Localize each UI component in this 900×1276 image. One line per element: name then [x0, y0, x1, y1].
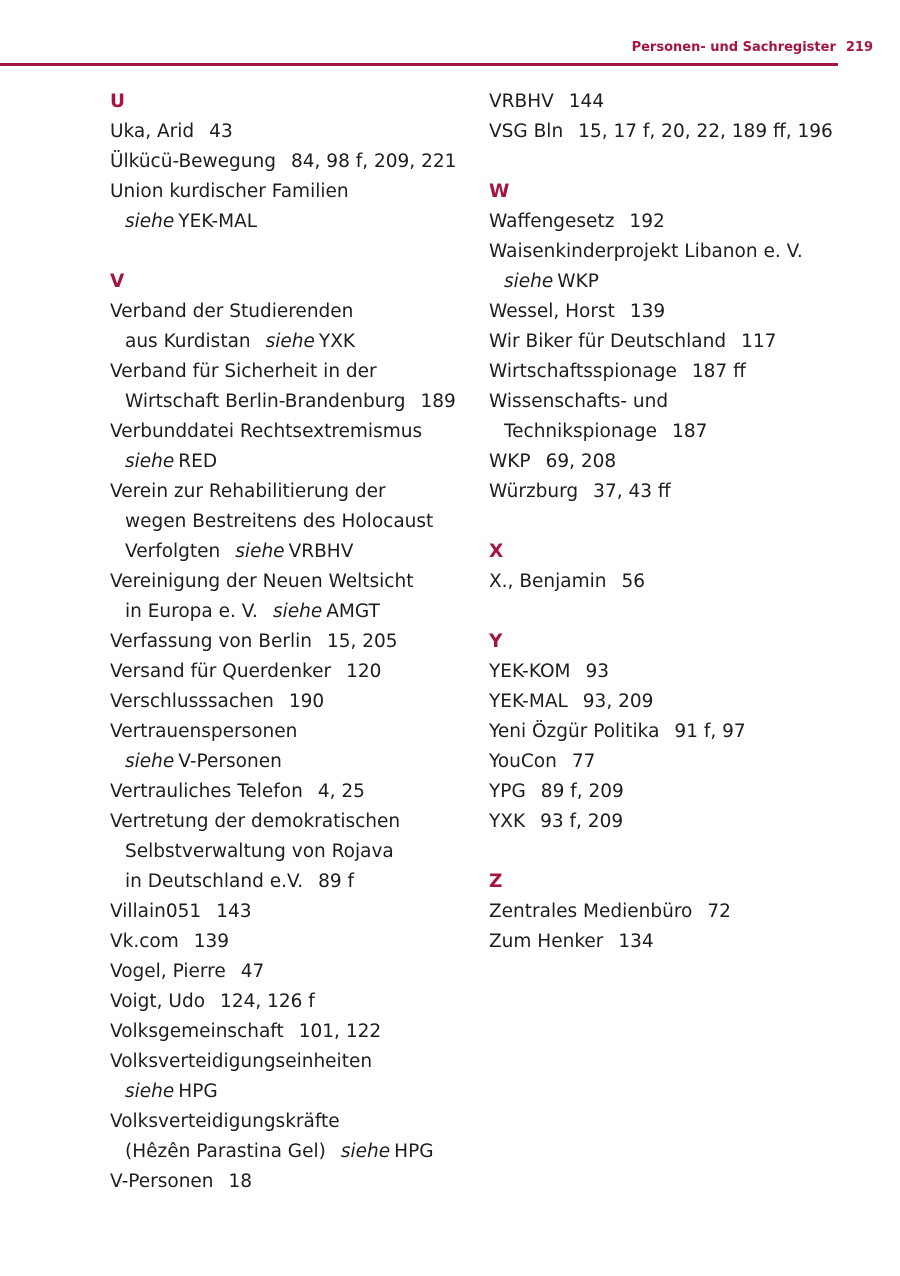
entry-pages: 72: [707, 901, 731, 922]
see-reference-target: WKP: [557, 271, 599, 292]
index-entry-continuation: [110, 387, 480, 417]
entry-term: Voigt, Udo: [110, 991, 206, 1012]
index-entry: [489, 927, 859, 957]
entry-pages: 56: [621, 571, 646, 592]
entry-term: Yeni Özgür Politika: [489, 721, 660, 742]
see-reference-label: siehe: [340, 1141, 391, 1162]
entry-pages: 18: [228, 1171, 253, 1192]
see-reference-target: VRBHV: [288, 541, 354, 562]
index-entry: [110, 987, 480, 1017]
entry-term: Würzburg: [489, 481, 579, 502]
entry-term: Zum Henker: [489, 931, 604, 952]
header-rule: [0, 63, 838, 66]
entry-pages: 144: [568, 91, 605, 112]
see-reference-target: HPG: [178, 1081, 218, 1102]
index-entry-continuation: [110, 837, 480, 867]
index-entry-continuation: [110, 747, 480, 777]
entry-pages: 190: [288, 691, 325, 712]
entry-pages: 4, 25: [317, 781, 365, 802]
index-entry: [110, 357, 480, 387]
index-entry: [110, 1167, 480, 1197]
entry-term: Verband für Sicherheit in der: [110, 361, 377, 382]
index-entry: [110, 147, 480, 177]
see-reference-label: siehe: [235, 541, 285, 562]
index-entry: [489, 447, 859, 477]
section-spacer: [489, 837, 859, 867]
entry-pages: 37, 43 ff: [593, 481, 671, 502]
entry-pages: 189: [420, 391, 456, 412]
see-reference-label: siehe: [125, 451, 175, 472]
see-reference-target: YXK: [318, 331, 356, 352]
index-entry-continuation: [110, 207, 480, 237]
entry-term: Union kurdischer Familien: [110, 181, 349, 202]
index-entry-continuation: [110, 1137, 480, 1167]
entry-term: Technikspionage: [504, 421, 658, 442]
entry-term: Verband der Studierenden: [110, 301, 354, 322]
index-entry: [489, 207, 859, 237]
entry-pages: 93, 209: [582, 691, 654, 712]
entry-term: Volksgemeinschaft: [110, 1021, 284, 1042]
section-spacer: [110, 237, 480, 267]
see-reference-label: siehe: [125, 751, 175, 772]
entry-term: Versand für Querdenker: [110, 661, 332, 682]
entry-term: V-Personen: [110, 1171, 214, 1192]
entry-term: (Hêzên Parastina Gel): [125, 1141, 326, 1162]
index-entry: [110, 417, 480, 447]
index-letter-heading: U: [110, 91, 126, 112]
index-entry: [110, 717, 480, 747]
index-entry: [489, 747, 859, 777]
entry-term: Wessel, Horst: [489, 301, 615, 322]
index-entry: [489, 717, 859, 747]
entry-pages: 187: [672, 421, 708, 442]
entry-term: Villain051: [110, 901, 202, 922]
entry-term: Selbstverwaltung von Rojava: [125, 841, 394, 862]
entry-term: Wir Biker für Deutschland: [489, 331, 727, 352]
running-head: [632, 40, 873, 55]
index-entry: [489, 777, 859, 807]
entry-term: YEK-MAL: [489, 691, 568, 712]
see-reference-target: V-Personen: [178, 751, 282, 772]
index-entry: [110, 627, 480, 657]
index-entry-continuation: [110, 537, 480, 567]
entry-pages: 101, 122: [298, 1021, 382, 1042]
index-entry-continuation: [110, 507, 480, 537]
index-entry-continuation: [489, 267, 859, 297]
index-letter-heading: W: [489, 181, 510, 202]
index-entry: [489, 117, 859, 147]
entry-term: Vk.com: [110, 931, 179, 952]
entry-pages: 89 f, 209: [540, 781, 624, 802]
entry-term: YPG: [489, 781, 526, 802]
section-spacer: [489, 507, 859, 537]
see-reference-label: siehe: [125, 211, 175, 232]
entry-pages: 15, 17 f, 20, 22, 189 ff, 196: [578, 121, 833, 142]
entry-pages: 139: [193, 931, 230, 952]
index-entry: [110, 1107, 480, 1137]
index-entry: [110, 687, 480, 717]
index-entry: [110, 777, 480, 807]
index-entry: [489, 387, 859, 417]
index-entry: [489, 657, 859, 687]
entry-term: Verfassung von Berlin: [110, 631, 312, 652]
index-letter-heading: Y: [489, 631, 503, 652]
entry-pages: 47: [240, 961, 265, 982]
see-reference-label: siehe: [125, 1081, 175, 1102]
index-entry: [489, 327, 859, 357]
entry-pages: 43: [209, 121, 233, 142]
entry-term: WKP: [489, 451, 531, 472]
entry-term: Vogel, Pierre: [110, 961, 226, 982]
index-entry: [489, 297, 859, 327]
entry-term: Vertretung der demokratischen: [110, 811, 401, 832]
entry-pages: 124, 126 f: [220, 991, 315, 1012]
entry-term: VSG Bln: [489, 121, 564, 142]
index-entry-continuation: [110, 867, 480, 897]
entry-pages: 192: [629, 211, 665, 232]
entry-pages: 84, 98 f, 209, 221: [291, 151, 457, 172]
section-spacer: [489, 147, 859, 177]
entry-pages: 89 f: [318, 871, 355, 892]
entry-term: Verbunddatei Rechtsextremismus: [110, 421, 423, 442]
entry-term: Vereinigung der Neuen Weltsicht: [110, 571, 414, 592]
entry-term: VRBHV: [489, 91, 554, 112]
index-entry: [110, 1047, 480, 1077]
entry-term: X., Benjamin: [489, 571, 607, 592]
entry-term: Wissenschafts- und: [489, 391, 669, 412]
index-column-left: [110, 87, 480, 1197]
index-entry: [110, 297, 480, 327]
index-entry: [489, 237, 859, 267]
index-entry: [110, 807, 480, 837]
index-entry: [110, 957, 480, 987]
entry-pages: 93: [585, 661, 610, 682]
entry-pages: 77: [571, 751, 596, 772]
index-entry: [489, 807, 859, 837]
entry-pages: 139: [629, 301, 666, 322]
entry-term: Zentrales Medienbüro: [489, 901, 693, 922]
index-entry: [110, 1017, 480, 1047]
see-reference-label: siehe: [265, 331, 315, 352]
index-entry: [110, 567, 480, 597]
entry-pages: 69, 208: [545, 451, 617, 472]
index-entry: [110, 177, 480, 207]
entry-term: Wirtschaft Berlin-Brandenburg: [125, 391, 406, 412]
entry-term: YXK: [489, 811, 526, 832]
see-reference-target: RED: [178, 451, 218, 472]
entry-term: in Deutschland e.V.: [125, 871, 304, 892]
entry-pages: 187 ff: [691, 361, 746, 382]
entry-term: Verschlusssachen: [110, 691, 274, 712]
index-entry-continuation: [110, 1077, 480, 1107]
entry-term: Uka, Arid: [110, 121, 195, 142]
index-entry: [110, 927, 480, 957]
index-entry: [110, 477, 480, 507]
entry-term: wegen Bestreitens des Holocaust: [125, 511, 434, 532]
entry-term: Verfolgten: [125, 541, 221, 562]
see-reference-target: HPG: [394, 1141, 434, 1162]
entry-term: YouCon: [489, 751, 557, 772]
section-spacer: [489, 597, 859, 627]
entry-term: Vertrauenspersonen: [110, 721, 298, 742]
index-letter-heading: V: [110, 271, 125, 292]
see-reference-label: siehe: [504, 271, 554, 292]
entry-term: Volksverteidigungseinheiten: [110, 1051, 373, 1072]
index-entry-continuation: [110, 447, 480, 477]
see-reference-target: YEK-MAL: [178, 211, 258, 232]
entry-pages: 134: [618, 931, 654, 952]
index-entry: [489, 567, 859, 597]
entry-term: aus Kurdistan: [125, 331, 251, 352]
entry-term: Vertrauliches Telefon: [110, 781, 303, 802]
index-entry: [489, 687, 859, 717]
entry-term: Ülkücü-Bewegung: [110, 151, 276, 172]
index-column-right: [489, 87, 859, 957]
entry-pages: 91 f, 97: [674, 721, 746, 742]
entry-term: Waffengesetz: [489, 211, 615, 232]
index-entry: [110, 657, 480, 687]
see-reference-target: AMGT: [326, 601, 380, 622]
entry-pages: 15, 205: [326, 631, 398, 652]
index-entry: [489, 897, 859, 927]
index-entry: [489, 87, 859, 117]
index-letter-heading: Z: [489, 871, 503, 892]
entry-term: Volksverteidigungskräfte: [110, 1111, 340, 1132]
entry-pages: 117: [741, 331, 777, 352]
index-entry: [110, 897, 480, 927]
entry-pages: 120: [346, 661, 382, 682]
see-reference-label: siehe: [272, 601, 323, 622]
section-title: Personen- und Sachregister: [631, 40, 836, 55]
entry-term: Waisenkinderprojekt Libanon e. V.: [489, 241, 803, 262]
index-entry-continuation: [489, 417, 859, 447]
index-entry-continuation: [110, 327, 480, 357]
entry-term: Verein zur Rehabilitierung der: [110, 481, 386, 502]
entry-pages: 93 f, 209: [540, 811, 624, 832]
entry-term: Wirtschaftsspionage: [489, 361, 677, 382]
index-entry: [489, 357, 859, 387]
index-entry: [110, 117, 480, 147]
page-number: 219: [845, 40, 873, 55]
entry-pages: 143: [216, 901, 252, 922]
index-entry: [489, 477, 859, 507]
index-letter-heading: X: [489, 541, 504, 562]
entry-term: in Europa e. V.: [125, 601, 258, 622]
entry-term: YEK-KOM: [489, 661, 571, 682]
index-entry-continuation: [110, 597, 480, 627]
